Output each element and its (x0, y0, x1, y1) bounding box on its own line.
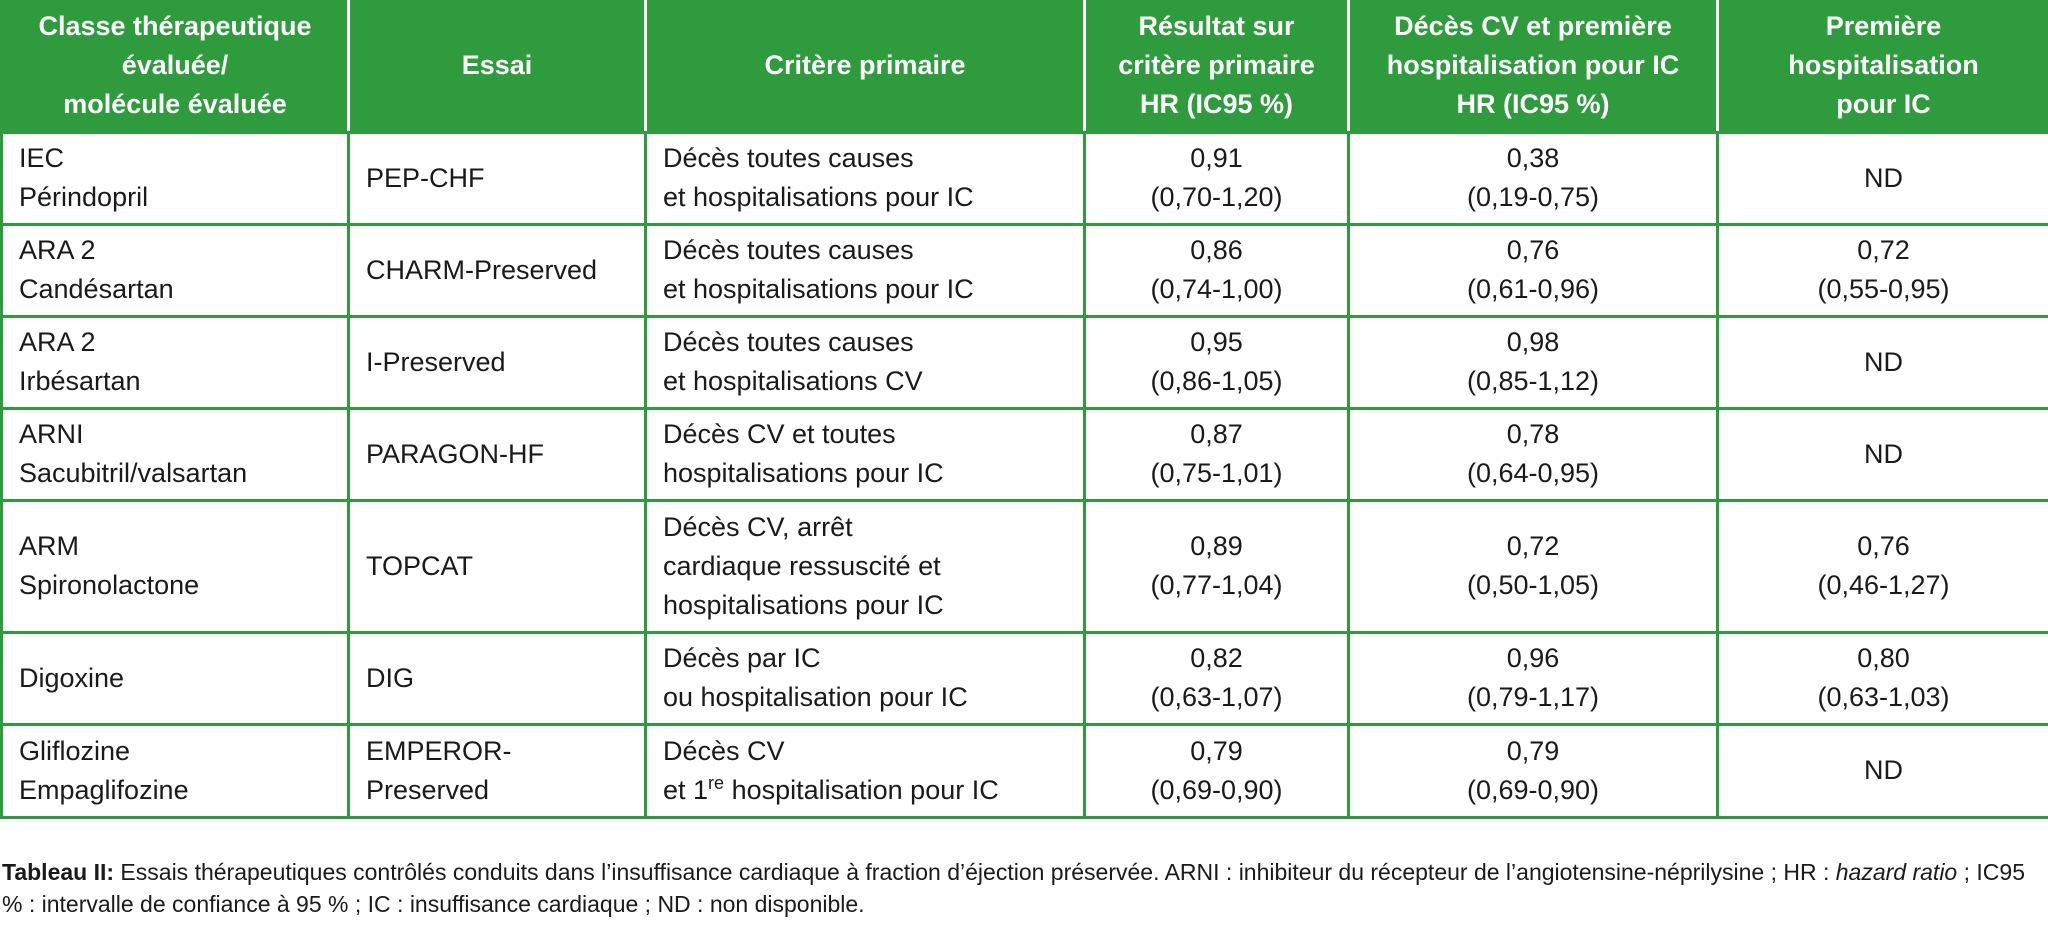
cell-line: cardiaque ressuscité et (663, 550, 941, 581)
header-line: évaluée/ (121, 49, 229, 80)
cell-line: (0,64-0,95) (1466, 458, 1600, 488)
cell-classe (2, 632, 349, 724)
cell-classe (2, 500, 349, 632)
cell-line: Sacubitril/valsartan (19, 458, 248, 488)
cell-resultat (1085, 500, 1349, 632)
cell-line: (0,55-0,95) (1817, 274, 1950, 304)
cell-line: 0,87 (1190, 419, 1243, 449)
superscript: re (708, 772, 725, 793)
cell-line: 0,89 (1190, 531, 1243, 561)
cell-premiere-hospit (1718, 632, 2048, 724)
cell-text: hospitalisation pour IC (724, 774, 999, 805)
cell-line: Preserved (366, 774, 490, 805)
cell-line: (0,63-1,03) (1817, 682, 1950, 712)
cell-line: (0,75-1,01) (1150, 458, 1283, 488)
header-line: hospitalisation (1788, 49, 1979, 80)
cell-deces-cv (1349, 408, 1718, 500)
table-row (2, 132, 2048, 224)
cell-line: EMPEROR- (366, 735, 512, 766)
cell-premiere-hospit (1718, 724, 2048, 817)
table-row (2, 224, 2048, 316)
cell-line: ND (1864, 162, 1903, 193)
cell-deces-cv (1349, 224, 1718, 316)
header-line: hospitalisation pour IC (1386, 49, 1680, 80)
cell-resultat (1085, 724, 1349, 817)
cell-line: (0,86-1,05) (1150, 366, 1283, 396)
cell-critere (646, 224, 1085, 316)
cell-classe (2, 224, 349, 316)
cell-line: ND (1864, 346, 1903, 377)
cell-line: 0,79 (1506, 735, 1560, 766)
header-line: Première (1825, 10, 1942, 41)
cell-line: Décès toutes causes (663, 235, 914, 265)
header-line: Classe thérapeutique (38, 10, 312, 41)
cell-line: 0,78 (1506, 419, 1560, 449)
header-line: HR (IC95 %) (1139, 88, 1294, 119)
header-deces-cv (1349, 0, 1718, 132)
header-line: Essai (461, 49, 533, 80)
cell-essai (349, 316, 646, 408)
cell-line: 0,79 (1190, 735, 1243, 766)
cell-line: (0,63-1,07) (1150, 682, 1283, 712)
cell-line: 0,96 (1506, 643, 1560, 673)
cell-line: DIG (366, 662, 415, 693)
cell-essai (349, 408, 646, 500)
cell-critere (646, 132, 1085, 224)
cell-line: (0,79-1,17) (1466, 682, 1600, 712)
cell-classe (2, 316, 349, 408)
cell-critere (646, 724, 1085, 817)
cell-deces-cv (1349, 724, 1718, 817)
cell-line: (0,46-1,27) (1817, 570, 1950, 600)
cell-line: (0,61-0,96) (1466, 274, 1600, 304)
cell-essai (349, 500, 646, 632)
cell-essai (349, 724, 646, 817)
table-caption (2, 856, 2046, 920)
caption-italic: hazard ratio (1835, 859, 1958, 885)
cell-line: ARA 2 (19, 327, 96, 357)
cell-premiere-hospit (1718, 132, 2048, 224)
cell-deces-cv (1349, 632, 1718, 724)
cell-line: 0,38 (1506, 143, 1560, 173)
caption-text: ; IC95 % : intervalle de confiance à 95 % ; IC : insuffisance cardiaque ; ND : non disponible. (2, 859, 2025, 917)
cell-line: Décès par IC (663, 643, 821, 673)
cell-line: 0,91 (1190, 143, 1243, 173)
cell-critere (646, 632, 1085, 724)
header-line: Résultat sur (1138, 10, 1295, 41)
cell-line: ARNI (19, 419, 84, 449)
table-row (2, 408, 2048, 500)
cell-line: Spironolactone (19, 570, 200, 600)
cell-line: PARAGON-HF (366, 438, 545, 469)
cell-resultat (1085, 224, 1349, 316)
cell-line: Décès toutes causes (663, 143, 914, 173)
header-line: HR (IC95 %) (1456, 88, 1610, 119)
cell-classe (2, 724, 349, 817)
cell-line: Décès CV, arrêt (663, 511, 853, 542)
header-row (2, 0, 2048, 132)
table-row (2, 316, 2048, 408)
cell-line: ND (1864, 438, 1903, 469)
table-row (2, 500, 2048, 632)
cell-resultat (1085, 408, 1349, 500)
cell-line: et hospitalisations CV (663, 366, 923, 396)
cell-line: (0,69-0,90) (1150, 774, 1283, 805)
header-line: Décès CV et première (1394, 10, 1672, 41)
cell-line: Périndopril (19, 182, 149, 212)
cell-premiere-hospit (1718, 408, 2048, 500)
cell-line: ARM (19, 531, 79, 561)
cell-line: Décès toutes causes (663, 327, 914, 357)
header-line: Critère primaire (764, 49, 966, 80)
cell-line: IEC (19, 143, 65, 173)
cell-line: Irbésartan (19, 366, 141, 396)
header-line: critère primaire (1118, 49, 1315, 80)
table-row (2, 632, 2048, 724)
cell-line: ARA 2 (19, 235, 96, 265)
header-essai (349, 0, 646, 132)
cell-critere (646, 408, 1085, 500)
cell-line: PEP-CHF (366, 162, 485, 193)
header-resultat (1085, 0, 1349, 132)
cell-critere (646, 316, 1085, 408)
cell-line: ND (1864, 755, 1903, 785)
cell-line: 0,72 (1506, 531, 1560, 561)
cell-line: (0,85-1,12) (1466, 366, 1600, 396)
cell-deces-cv (1349, 500, 1718, 632)
cell-resultat (1085, 632, 1349, 724)
cell-critere (646, 500, 1085, 632)
table-row (2, 724, 2048, 817)
cell-line: 0,72 (1857, 235, 1910, 265)
cell-deces-cv (1349, 316, 1718, 408)
cell-line: (0,50-1,05) (1466, 570, 1600, 600)
header-critere (646, 0, 1085, 132)
caption-text: Essais thérapeutiques contrôlés conduits dans l’insuffisance cardiaque à fraction d’éjection préservée. ARNI : inhibiteur du récepteur de l’angiotensine-néprilysine ; HR : (114, 859, 1836, 885)
cell-line: 0,82 (1190, 643, 1243, 673)
header-line: molécule évaluée (63, 88, 287, 119)
cell-essai (349, 132, 646, 224)
header-line: pour IC (1836, 88, 1931, 119)
cell-line: 0,80 (1857, 643, 1910, 673)
cell-line: (0,74-1,00) (1150, 274, 1283, 304)
cell-line: hospitalisations pour IC (663, 458, 944, 488)
cell-line: hospitalisations pour IC (663, 589, 944, 620)
cell-line: 0,86 (1190, 235, 1243, 265)
cell-resultat (1085, 132, 1349, 224)
cell-line: (0,19-0,75) (1466, 182, 1600, 212)
cell-line: I-Preserved (366, 346, 506, 377)
cell-line: Candésartan (19, 274, 174, 304)
cell-premiere-hospit (1718, 500, 2048, 632)
cell-line: Décès CV et toutes (663, 419, 896, 449)
cell-premiere-hospit (1718, 224, 2048, 316)
header-classe (2, 0, 349, 132)
cell-deces-cv (1349, 132, 1718, 224)
cell-line: Empaglifozine (19, 774, 189, 805)
cell-line: (0,77-1,04) (1150, 570, 1283, 600)
cell-line: CHARM-Preserved (366, 254, 598, 285)
cell-resultat (1085, 316, 1349, 408)
cell-line: et hospitalisations pour IC (663, 274, 974, 304)
cell-premiere-hospit (1718, 316, 2048, 408)
cell-line: 0,76 (1506, 235, 1560, 265)
cell-line: et hospitalisations pour IC (663, 182, 974, 212)
cell-text: et 1 (663, 774, 709, 805)
cell-line: Décès CV (663, 735, 785, 766)
header-premiere-hospit (1718, 0, 2048, 132)
cell-line: 0,76 (1857, 531, 1910, 561)
cell-line: Gliflozine (19, 735, 131, 766)
cell-line: (0,70-1,20) (1150, 182, 1283, 212)
cell-essai (349, 224, 646, 316)
cell-line (663, 771, 1083, 810)
table-header (2, 0, 2048, 132)
cell-line: Digoxine (19, 662, 125, 693)
caption-label: Tableau II: (2, 859, 115, 885)
table-body (2, 132, 2048, 817)
cell-essai (349, 632, 646, 724)
cell-line: ou hospitalisation pour IC (663, 682, 968, 712)
cell-line: (0,69-0,90) (1466, 774, 1600, 805)
cell-line: 0,98 (1506, 327, 1560, 357)
cell-line: TOPCAT (366, 550, 474, 581)
cell-classe (2, 132, 349, 224)
cell-classe (2, 408, 349, 500)
cell-line: 0,95 (1190, 327, 1243, 357)
